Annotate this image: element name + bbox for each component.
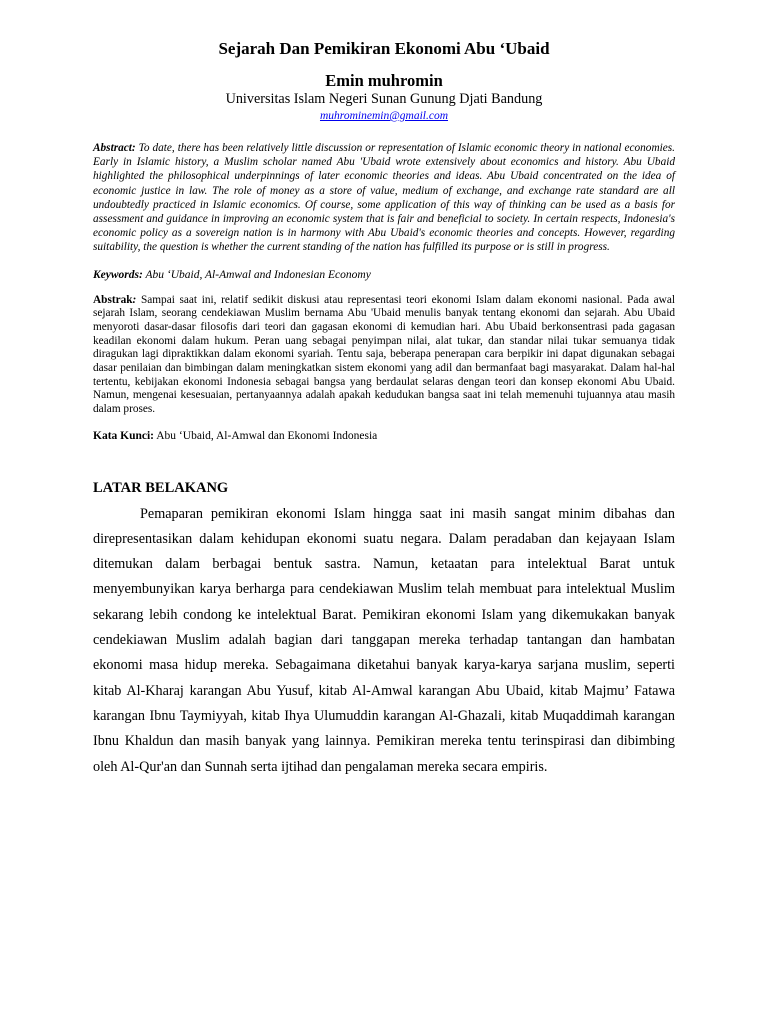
abstract-english bbox=[93, 141, 675, 255]
abstrak-text: Sampai saat ini, relatif sedikit diskusi atau representasi teori ekonomi Islam dalam ekonomi nasional. Pada awal sejarah Islam, seorang cendekiawan Muslim bernama Abu 'Ubaid menulis banyak tentang ekonomi dan sejarah. Abu Ubaid menyoroti dasar-dasar filosofis dari teori dan gagasan ekonomi di kemudian hari. Abu Ubaid berkonsentrasi pada gagasan keadilan ekonomi dalam hukum. Peran uang sebagai penyimpan nilai, alat tukar, dan standar nilai tukar semuanya tidak diragukan lagi dipraktikkan dalam ekonomi syariah. Tentu saja, beberapa penerapan cara berpikir ini dapat digunakan sebagai dasar penilaian dan bimbingan dalam meningkatkan sistem ekonomi yang adil dan bermanfaat bagi masyarakat. Dalam hal-hal tertentu, kebijakan ekonomi Indonesia sebagai bangsa yang berdaulat selaras dengan teori dan konsep ekonomi Abu Ubaid. Namun, mengenai kesesuaian, pertanyaannya adalah apakah kedudukan bangsa saat ini telah memenuhi tujuannya atau masih dalam proses. bbox=[93, 293, 675, 415]
kata-kunci-text: Abu ‘Ubaid, Al-Amwal dan Ekonomi Indonesia bbox=[154, 429, 378, 442]
body-paragraph: Pemaparan pemikiran ekonomi Islam hingga saat ini masih sangat minim dibahas dan direpresentasikan dalam kehidupan ekonomi suatu negara. Dalam peradaban dan kejayaan Islam ditemukan dalam berbagai bentuk sastra. Namun, ketaatan para intelektual Barat untuk menyembunyikan karya berharga para cendekiawan Muslim telah membuat para intelektual Muslim sekarang lebih condong ke intelektual Barat. Pemikiran ekonomi Islam yang dikemukakan banyak cendekiawan Muslim adalah bagian dari tanggapan mereka terhadap tantangan dan hambatan ekonomi masa hidup mereka. Sebagaimana diketahui banyak karya-karya sarjana muslim, seperti kitab Al-Kharaj karangan Abu Yusuf, kitab Al-Amwal karangan Abu Ubaid, kitab Majmu’ Fatawa karangan Ibnu Taymiyyah, kitab Ihya Ulumuddin karangan Al-Ghazali, kitab Muqaddimah karangan Ibnu Khaldun dan masih banyak yang lainnya. Pemikiran mereka tentu terinspirasi dan dibimbing oleh Al-Qur'an dan Sunnah serta ijtihad dan pengalaman mereka secara empiris. bbox=[93, 505, 675, 775]
keywords-text: Abu ‘Ubaid, Al-Amwal and Indonesian Economy bbox=[142, 268, 371, 281]
kata-kunci-label: Kata Kunci: bbox=[93, 429, 155, 442]
kata-kunci bbox=[93, 429, 675, 443]
keywords bbox=[93, 268, 675, 282]
abstract-indonesian bbox=[93, 294, 675, 417]
abstrak-colon: : bbox=[132, 293, 137, 306]
abstrak-label: Abstrak bbox=[93, 293, 133, 306]
abstract-label: Abstract: bbox=[93, 142, 136, 154]
abstract-text: To date, there has been relatively little discussion or representation of Islamic economic theory in national economies. Early in Islamic history, a Muslim scholar named Abu 'Ubaid wrote extensively about economics and history. Abu Ubaid highlighted the philosophical underpinnings of later economic theories and ideas. Abu Ubaid concentrated on the idea of economic justice in law. The role of money as a store of value, medium of exchange, and exchange rate standard are all undoubtedly practiced in Islamic economics. Of course, some application of this way of thinking can be used as a basis for assessment and guidance in improving an economic system that is fair and beneficial to society. In certain respects, Indonesia's economic policy as a sovereign nation is in harmony with Abu Ubaid's economic theories and concepts. However, regarding suitability, the question is whether the current standing of the nation has fulfilled its purpose or is still in progress. bbox=[93, 142, 675, 254]
keywords-label: Keywords: bbox=[93, 268, 143, 281]
paper-page bbox=[93, 38, 675, 780]
section-heading: LATAR BELAKANG bbox=[93, 479, 229, 496]
author-affiliation: Universitas Islam Negeri Sunan Gunung Djati Bandung bbox=[225, 91, 543, 107]
email-link[interactable]: muhrominemin@gmail.com bbox=[319, 110, 449, 122]
paper-title: Sejarah Dan Pemikiran Ekonomi Abu ‘Ubaid bbox=[218, 39, 550, 58]
author-name: Emin muhromin bbox=[325, 71, 443, 90]
author-email bbox=[93, 109, 675, 123]
